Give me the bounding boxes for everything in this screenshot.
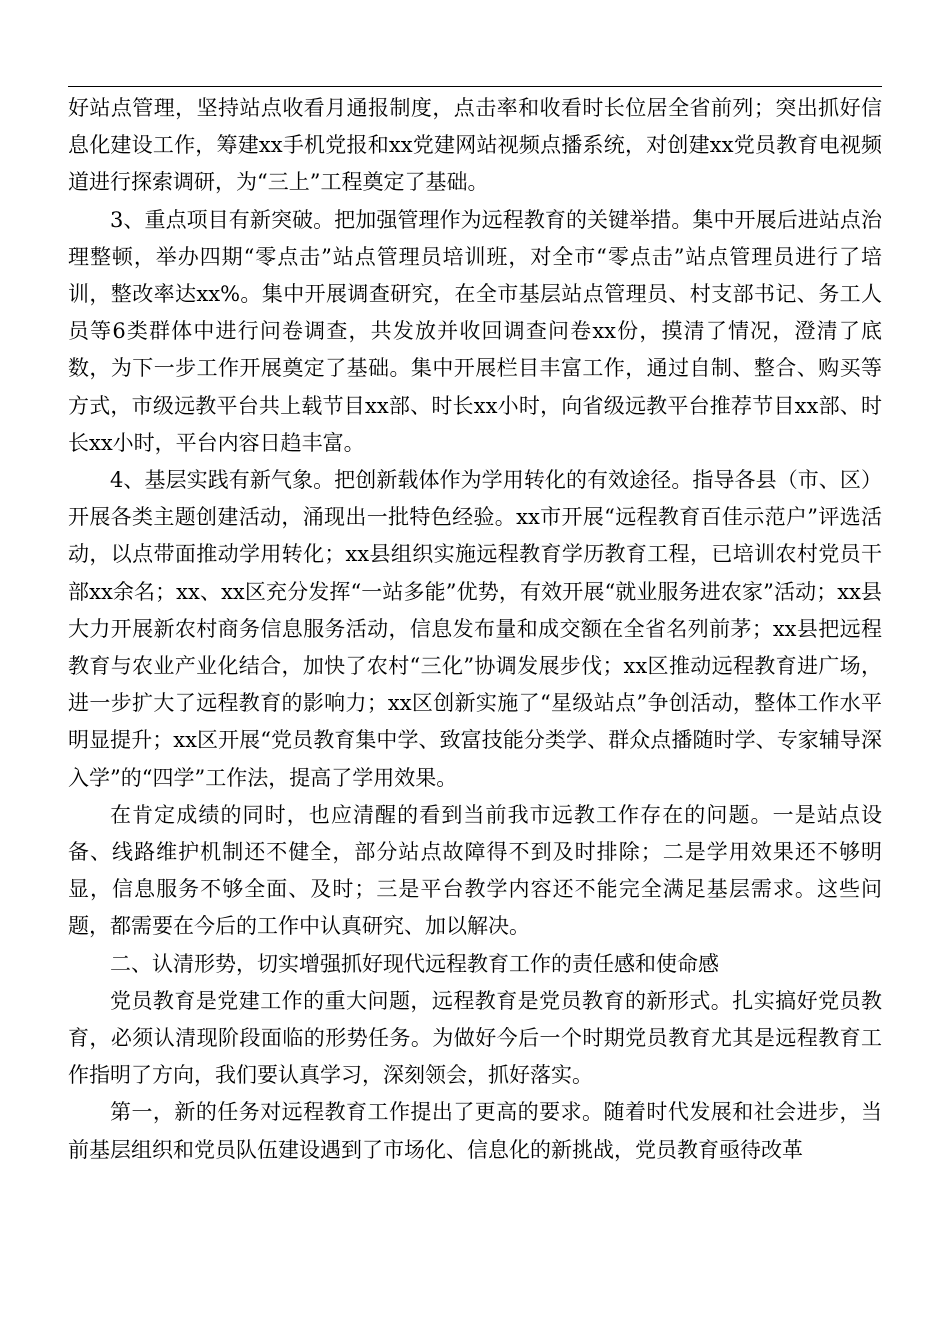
section-heading: 二、认清形势，切实增强抓好现代远程教育工作的责任感和使命感: [110, 951, 719, 976]
paragraph-continuation: 好站点管理，坚持站点收看月通报制度，点击率和收看时长位居全省前列；突出抓好信息化建设工作，筹建xx手机党报和xx党建网站视频点播系统，对创建xx党员教育电视频道进行探索调研，为“三上”工程奠定了基础。: [68, 96, 882, 195]
document-body: [68, 90, 882, 1169]
paragraph-grassroots-practice: 4、基层实践有新气象。把创新载体作为学用转化的有效途径。指导各县（市、区）开展各类主题创建活动，涌现出一批特色经验。xx市开展“远程教育百佳示范户”评选活动，以点带面推动学用转化；xx县组织实施远程教育学历教育工程，已培训农村党员干部xx余名；xx、xx区充分发挥“一站多能”优势，有效开展“就业服务进农家”活动；xx县大力开展新农村商务信息服务活动，信息发布量和成交额在全省名列前茅；xx县把远程教育与农业产业化结合，加快了农村“三化”协调发展步伐；xx区推动远程教育进广场，进一步扩大了远程教育的影响力；xx区创新实施了“星级站点”争创活动，整体工作水平明显提升；xx区开展“党员教育集中学、致富技能分类学、群众点播随时学、专家辅导深入学”的“四学”工作法，提高了学用效果。: [68, 468, 882, 790]
paragraph-problems: 在肯定成绩的同时，也应清醒的看到当前我市远教工作存在的问题。一是站点设备、线路维护机制还不健全，部分站点故障得不到及时排除；二是学用效果还不够明显，信息服务不够全面、及时；三是平台教学内容还不能完全满足基层需求。这些问题，都需要在今后的工作中认真研究、加以解决。: [68, 802, 882, 939]
paragraph-new-tasks: 第一，新的任务对远程教育工作提出了更高的要求。随着时代发展和社会进步，当前基层组织和党员队伍建设遇到了市场化、信息化的新挑战，党员教育亟待改革: [68, 1100, 882, 1162]
paragraph-party-education: 党员教育是党建工作的重大问题，远程教育是党员教育的新形式。扎实搞好党员教育，必须认清现阶段面临的形势任务。为做好今后一个时期党员教育尤其是远程教育工作指明了方向，我们要认真学习，深刻领会，抓好落实。: [68, 988, 882, 1088]
header-rule: [68, 86, 882, 87]
paragraph-key-projects: 3、重点项目有新突破。把加强管理作为远程教育的关键举措。集中开展后进站点治理整顿，举办四期“零点击”站点管理员培训班，对全市“零点击”站点管理员进行了培训，整改率达xx%。集中开展调查研究，在全市基层站点管理员、村支部书记、务工人员等6类群体中进行问卷调查，共发放并收回调查问卷xx份，摸清了情况，澄清了底数，为下一步工作开展奠定了基础。集中开展栏目丰富工作，通过自制、整合、购买等方式，市级远教平台共上载节目xx部、时长xx小时，向省级远教平台推荐节目xx部、时长xx小时，平台内容日趋丰富。: [68, 207, 882, 455]
